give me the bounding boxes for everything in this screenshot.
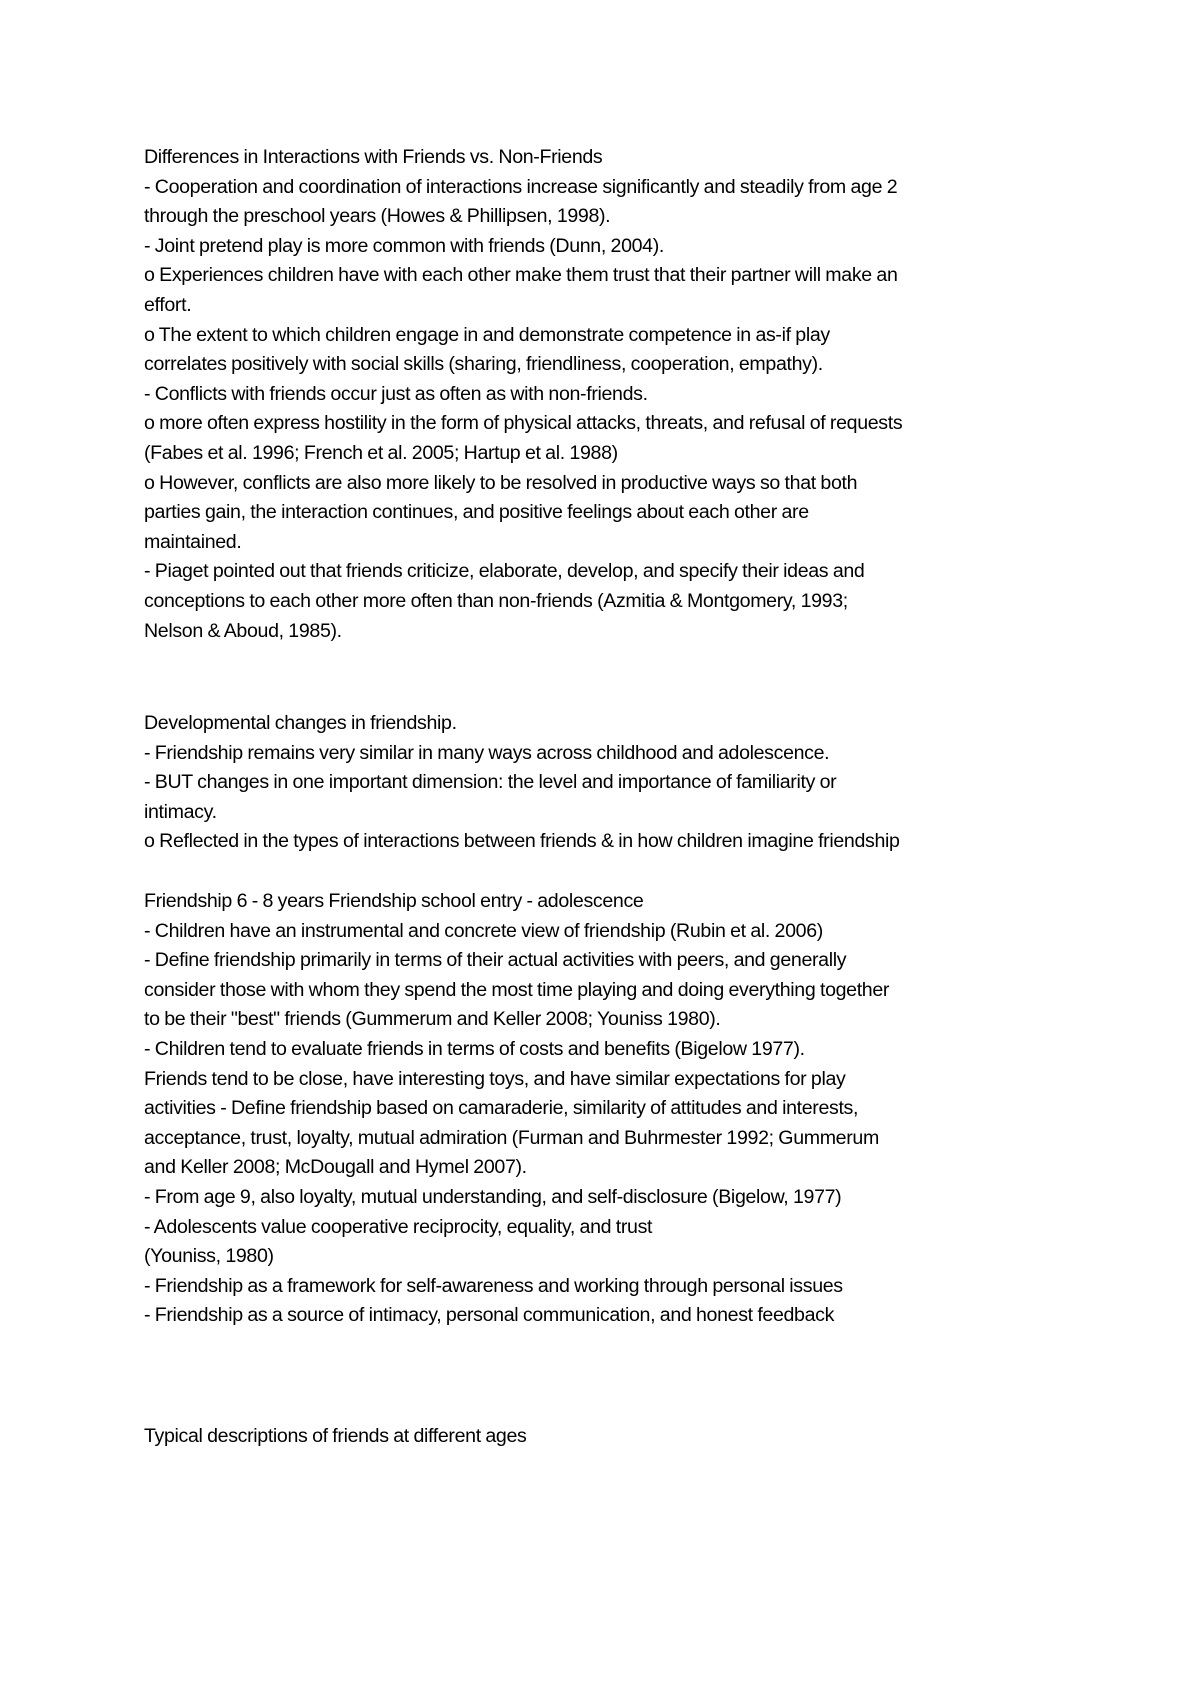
text-line: o more often express hostility in the form of physical attacks, threats, and refusal of requests xyxy=(144,412,903,435)
text-line: o However, conflicts are also more likely to be resolved in productive ways so that both xyxy=(144,471,858,494)
text-line: - Adolescents value cooperative reciprocity, equality, and trust xyxy=(144,1215,653,1238)
section-heading: Friendship 6 - 8 years Friendship school entry - adolescence xyxy=(144,890,644,912)
text-line: o Reflected in the types of interactions between friends & in how children imagine friendship xyxy=(144,830,900,853)
text-line: - Conflicts with friends occur just as often as with non-friends. xyxy=(144,382,648,405)
section-heading: Typical descriptions of friends at different ages xyxy=(144,1425,527,1447)
text-line: correlates positively with social skills (sharing, friendliness, cooperation, empathy). xyxy=(144,353,823,376)
text-line: - Friendship as a source of intimacy, personal communication, and honest feedback xyxy=(144,1304,835,1327)
text-line: - Cooperation and coordination of interactions increase significantly and steadily from age 2 xyxy=(144,175,898,198)
text-line: - Piaget pointed out that friends criticize, elaborate, develop, and specify their ideas and xyxy=(144,560,865,583)
section-heading: Differences in Interactions with Friends vs. Non-Friends xyxy=(144,146,603,168)
section-heading: Developmental changes in friendship. xyxy=(144,712,457,734)
text-line: (Fabes et al. 1996; French et al. 2005; Hartup et al. 1988) xyxy=(144,441,618,464)
text-line: parties gain, the interaction continues, and positive feelings about each other are xyxy=(144,501,809,524)
section-friendship-ages xyxy=(144,887,1074,1331)
text-line: - BUT changes in one important dimension: the level and importance of familiarity or xyxy=(144,771,837,794)
text-line: - Children tend to evaluate friends in terms of costs and benefits (Bigelow 1977). xyxy=(144,1037,805,1060)
text-line: - Children have an instrumental and concrete view of friendship (Rubin et al. 2006) xyxy=(144,919,823,942)
section-friends-vs-non-friends xyxy=(144,143,1074,646)
section-typical-descriptions xyxy=(144,1422,1074,1452)
text-line: - Define friendship primarily in terms of their actual activities with peers, and generally xyxy=(144,949,847,972)
text-line: o The extent to which children engage in and demonstrate competence in as-if play xyxy=(144,323,830,346)
text-line: Friends tend to be close, have interesting toys, and have similar expectations for play xyxy=(144,1067,846,1090)
text-line: o Experiences children have with each other make them trust that their partner will make an xyxy=(144,264,898,287)
text-line: activities - Define friendship based on camaraderie, similarity of attitudes and interests, xyxy=(144,1097,859,1120)
text-line: Nelson & Aboud, 1985). xyxy=(144,619,342,642)
text-line: through the preschool years (Howes & Phillipsen, 1998). xyxy=(144,205,611,228)
section-developmental-changes xyxy=(144,709,1074,857)
text-line: and Keller 2008; McDougall and Hymel 2007). xyxy=(144,1156,527,1179)
text-line: intimacy. xyxy=(144,800,217,823)
text-line: - From age 9, also loyalty, mutual understanding, and self-disclosure (Bigelow, 1977) xyxy=(144,1185,842,1208)
text-line: maintained. xyxy=(144,530,242,553)
text-line: conceptions to each other more often than non-friends (Azmitia & Montgomery, 1993; xyxy=(144,589,848,612)
text-line: consider those with whom they spend the most time playing and doing everything together xyxy=(144,978,890,1001)
text-line: - Friendship remains very similar in many ways across childhood and adolescence. xyxy=(144,741,830,764)
text-line: acceptance, trust, loyalty, mutual admiration (Furman and Buhrmester 1992; Gummerum xyxy=(144,1126,879,1149)
text-line: effort. xyxy=(144,293,192,316)
text-line: - Joint pretend play is more common with friends (Dunn, 2004). xyxy=(144,234,664,257)
text-line: to be their "best" friends (Gummerum and Keller 2008; Youniss 1980). xyxy=(144,1008,721,1031)
text-line: - Friendship as a framework for self-awareness and working through personal issues xyxy=(144,1274,843,1297)
text-line: (Youniss, 1980) xyxy=(144,1245,274,1268)
